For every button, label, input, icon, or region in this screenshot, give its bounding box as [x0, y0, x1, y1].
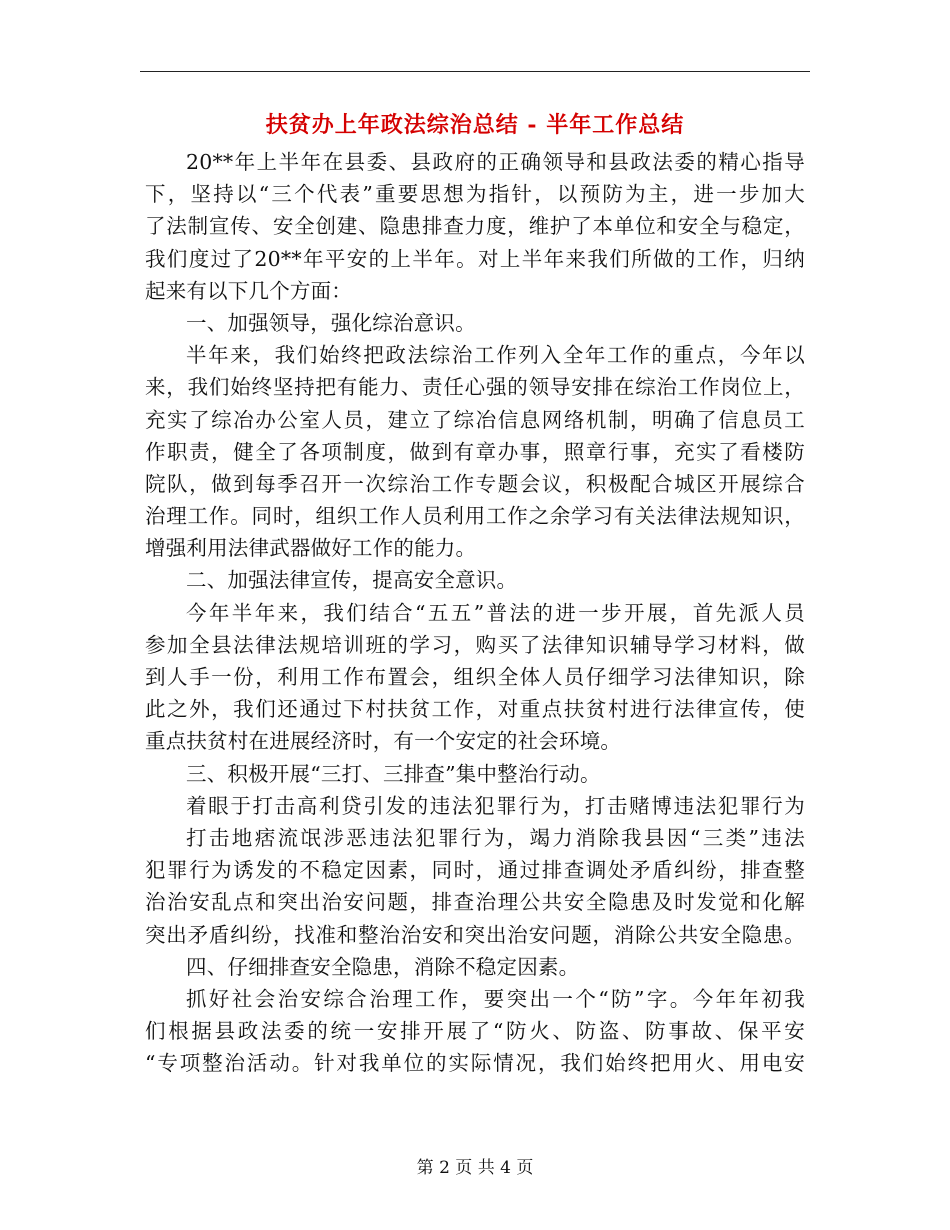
body-line: 们根据县政法委的统一安排开展了“防火、防盗、防事故、保平安 [145, 1019, 805, 1044]
body-line: 充实了综冶办公室人员，建立了综冶信息网络机制，明确了信息员工 [145, 407, 805, 432]
document-body [145, 146, 805, 1079]
body-line: 犯罪行为诱发的不稳定因素，同时，通过排查调处矛盾纠纷，排查整 [145, 858, 805, 883]
body-line: 起来有以下几个方面： [145, 278, 352, 303]
body-line: 突出矛盾纠纷，找准和整治治安和突出治安问题，消除公共安全隐患。 [145, 922, 805, 947]
page-number: 第 2 页 共 4 页 [416, 1158, 534, 1178]
body-line: 重点扶贫村在进展经济时，有一个安定的社会环境。 [145, 729, 622, 754]
body-line: 此之外，我们还通过下村扶贫工作，对重点扶贫村进行法律宣传，使 [145, 697, 805, 722]
body-line: 我们度过了20**年平安的上半年。对上半年来我们所做的工作，归纳 [145, 246, 805, 271]
body-line: 三、积极开展“三打、三排查”集中整治行动。 [186, 761, 601, 786]
body-line: 院队，做到每季召开一次综治工作专题会议，积极配合城区开展综合 [145, 471, 805, 496]
body-line: “专项整治活动。针对我单位的实际情况，我们始终把用火、用电安 [145, 1051, 805, 1076]
body-line: 二、加强法律宣传，提高安全意识。 [186, 568, 518, 593]
document-title: 扶贫办上年政法综治总结 - 半年工作总结 [265, 112, 685, 138]
body-line: 打击地痞流氓涉恶违法犯罪行为，竭力消除我县因“三类”违法 [186, 825, 805, 850]
body-line: 抓好社会治安综合治理工作，要突出一个“防”字。今年年初我 [186, 986, 805, 1011]
body-line: 20**年上半年在县委、县政府的正确领导和县政法委的精心指导 [186, 150, 805, 174]
body-line: 了法制宣传、安全创建、隐患排查力度，维护了本单位和安全与稳定， [145, 214, 805, 239]
body-line: 到人手一份，利用工作布置会，组织全体人员仔细学习法律知识，除 [145, 665, 805, 689]
body-line: 下，坚持以“三个代表”重要思想为指针，以预防为主，进一步加大 [145, 182, 805, 207]
body-line: 来，我们始终坚持把有能力、责任心强的领导安排在综治工作岗位上， [145, 375, 805, 400]
body-line: 增强利用法律武器做好工作的能力。 [145, 536, 477, 561]
body-line: 治理工作。同时，组织工作人员利用工作之余学习有关法律法规知识， [145, 504, 805, 529]
header-rule [140, 71, 810, 72]
body-line: 参加全县法律法规培训班的学习，购买了法律知识辅导学习材料，做 [145, 632, 805, 657]
body-line: 今年半年来，我们结合“五五”普法的进一步开展，首先派人员 [186, 600, 805, 625]
body-line: 着眼于打击高利贷引发的违法犯罪行为，打击赌博违法犯罪行为 [186, 793, 805, 818]
body-line: 作职责，健全了各项制度，做到有章办事，照章行事，充实了看楼防 [145, 439, 805, 464]
body-line: 一、加强领导，强化综治意识。 [186, 310, 476, 335]
body-line: 治治安乱点和突出治安问题，排查治理公共安全隐患及时发觉和化解 [145, 890, 805, 915]
body-line: 四、仔细排查安全隐患，消除不稳定因素。 [186, 954, 580, 979]
body-line: 半年来，我们始终把政法综治工作列入全年工作的重点，今年以 [186, 343, 805, 368]
